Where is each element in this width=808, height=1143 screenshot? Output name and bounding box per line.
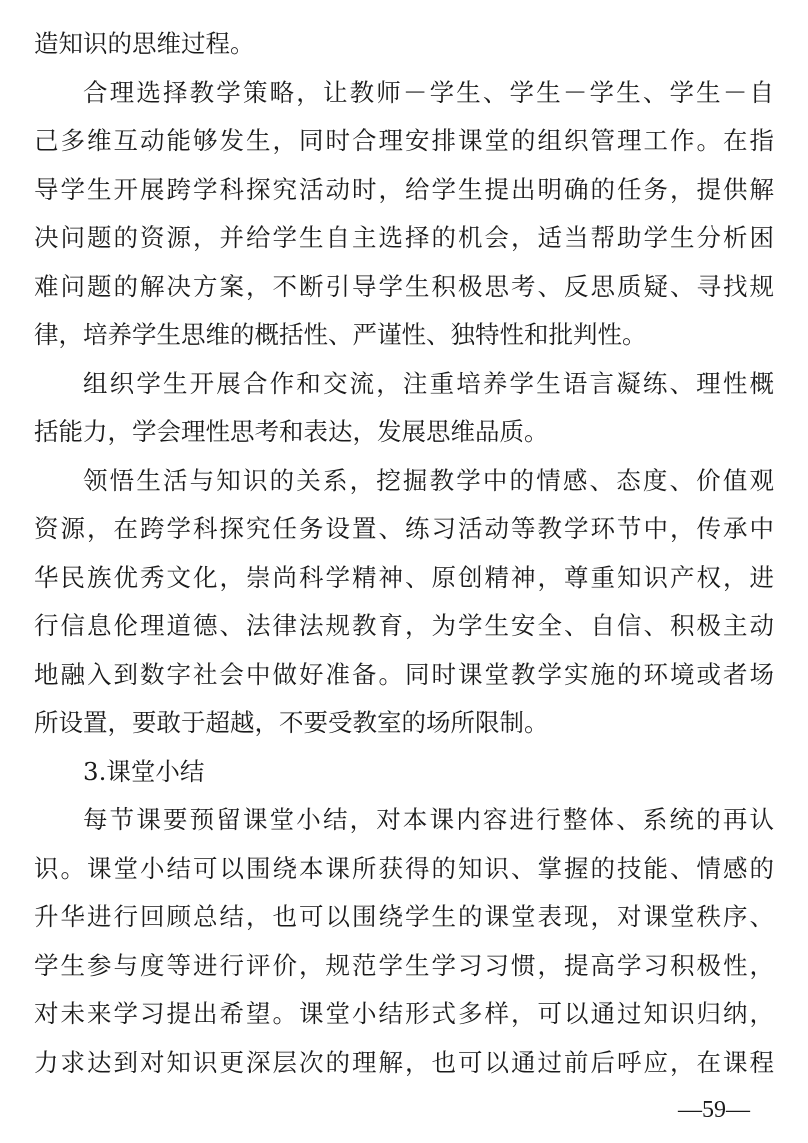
text-line: 力求达到对知识更深层次的理解，也可以通过前后呼应，在课程 [34, 1047, 774, 1077]
text-line: 造知识的思维过程。 [34, 29, 255, 58]
paragraph [34, 20, 774, 69]
text-line: 导学生开展跨学科探究活动时，给学生提出明确的任务，提供解 [34, 174, 774, 204]
text-line: 律，培养学生思维的概括性、严谨性、独特性和批判性。 [34, 320, 647, 349]
text-line: 括能力，学会理性思考和表达，发展思维品质。 [34, 417, 549, 446]
text-line: 地融入到数字社会中做好准备。同时课堂教学实施的环境或者场 [34, 659, 774, 689]
section-heading [34, 748, 774, 797]
text-line: 合理选择教学策略，让教师－学生、学生－学生、学生－自 [83, 77, 774, 107]
paragraph [34, 796, 774, 1087]
paragraph [34, 69, 774, 360]
text-line: 学生参与度等进行评价，规范学生学习习惯，提高学习积极性， [34, 950, 774, 980]
text-line: 领悟生活与知识的关系，挖掘教学中的情感、态度、价值观 [83, 465, 774, 495]
text-line: 资源，在跨学科探究任务设置、练习活动等教学环节中，传承中 [34, 514, 774, 543]
text-line: 行信息伦理道德、法律法规教育，为学生安全、自信、积极主动 [34, 611, 774, 640]
text-line: 识。课堂小结可以围绕本课所获得的知识、掌握的技能、情感的 [34, 853, 774, 883]
text-line: 所设置，要敢于超越，不要受教室的场所限制。 [34, 708, 549, 737]
page-body [34, 20, 774, 1087]
paragraph [34, 360, 774, 457]
text-line: 3.课堂小结 [83, 756, 205, 786]
text-line: 组织学生开展合作和交流，注重培养学生语言凝练、理性概 [83, 368, 774, 398]
text-line: 华民族优秀文化，崇尚科学精神、原创精神，尊重知识产权，进 [34, 562, 774, 592]
text-line: 难问题的解决方案，不断引导学生积极思考、反思质疑、寻找规 [34, 271, 774, 301]
text-line: 己多维互动能够发生，同时合理安排课堂的组织管理工作。在指 [34, 126, 774, 155]
text-line: 对未来学习提出希望。课堂小结形式多样，可以通过知识归纳， [34, 999, 774, 1028]
text-line: 决问题的资源，并给学生自主选择的机会，适当帮助学生分析困 [34, 223, 774, 252]
text-line: 升华进行回顾总结，也可以围绕学生的课堂表现，对课堂秩序、 [34, 902, 774, 931]
page-number: —59— [678, 1097, 750, 1123]
paragraph [34, 457, 774, 748]
text-line: 每节课要预留课堂小结，对本课内容进行整体、系统的再认 [83, 805, 774, 834]
